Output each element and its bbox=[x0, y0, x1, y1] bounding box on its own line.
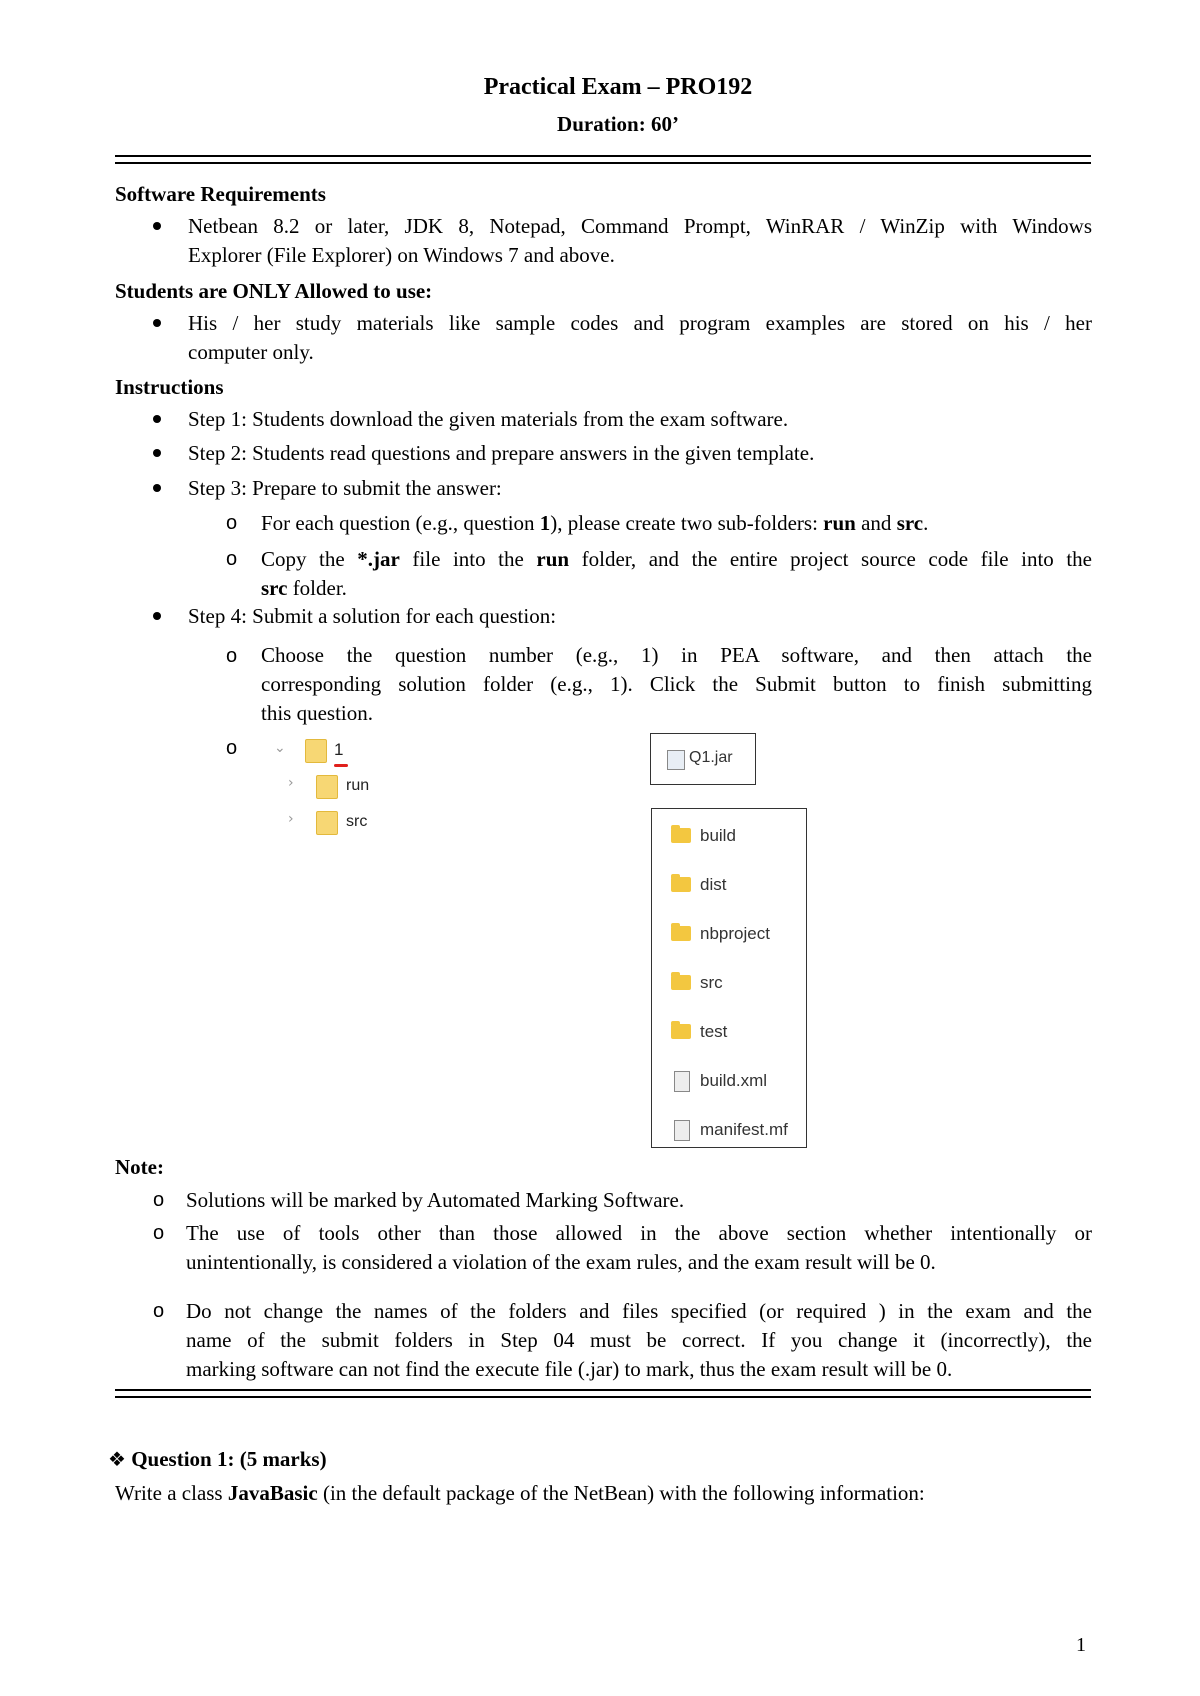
bullet-dot bbox=[153, 449, 161, 457]
bullet-dot bbox=[153, 415, 161, 423]
allowed-item: His / her study materials like sample codes and program examples are stored on his / her computer only. bbox=[188, 311, 1092, 364]
folder-icon bbox=[305, 739, 327, 763]
folder-icon bbox=[671, 975, 691, 990]
project-item-dist: dist bbox=[700, 875, 727, 894]
step-4a: Choose the question number (e.g., 1) in PEA software, and then attach the corresponding solution folder (e.g., 1). Click the Submit button to finish submitting this question. bbox=[261, 643, 1092, 725]
sub-bullet: o bbox=[153, 1222, 165, 1244]
tree-root-label: 1 bbox=[334, 740, 344, 759]
top-double-rule bbox=[115, 155, 1091, 164]
sub-bullet: o bbox=[226, 512, 238, 534]
chevron-right-icon: › bbox=[288, 775, 294, 791]
tree-child-src: src bbox=[346, 813, 368, 830]
step-2: Step 2: Students read questions and prepare answers in the given template. bbox=[188, 441, 815, 465]
bullet-dot bbox=[153, 484, 161, 492]
software-heading: Software Requirements bbox=[115, 182, 326, 206]
diamond-icon: ❖ bbox=[108, 1447, 126, 1471]
bullet-dot bbox=[153, 319, 161, 327]
project-item-build-xml: build.xml bbox=[700, 1071, 768, 1090]
folder-icon bbox=[671, 926, 691, 941]
project-item-nbproject: nbproject bbox=[700, 924, 770, 943]
tree-child-run: run bbox=[346, 777, 370, 794]
chevron-down-icon: ⌄ bbox=[274, 740, 286, 756]
sub-bullet: o bbox=[226, 645, 238, 667]
step-3b: Copy the *.jar file into the run folder, and the entire project source code file into the src folder. bbox=[261, 547, 1093, 600]
sub-bullet: o bbox=[226, 548, 238, 570]
question-1-text: Write a class JavaBasic (in the default package of the NetBean) with the following information: bbox=[115, 1481, 925, 1505]
exam-title: Practical Exam – PRO192 bbox=[483, 74, 753, 100]
step-1: Step 1: Students download the given materials from the exam software. bbox=[188, 407, 789, 431]
file-icon bbox=[674, 1071, 690, 1092]
note-heading: Note: bbox=[115, 1155, 164, 1179]
file-icon bbox=[674, 1120, 690, 1141]
step-3a: For each question (e.g., question 1), please create two sub-folders: run and src. bbox=[261, 511, 929, 535]
question-1-heading: ❖ Question 1: (5 marks) bbox=[108, 1447, 327, 1471]
sub-bullet: o bbox=[153, 1300, 165, 1322]
software-item: Netbean 8.2 or later, JDK 8, Notepad, Command Prompt, WinRAR / WinZip with Windows Explorer (File Explorer) on Windows 7 and above. bbox=[188, 214, 1092, 267]
project-item-build: build bbox=[700, 826, 736, 845]
allowed-heading: Students are ONLY Allowed to use: bbox=[115, 279, 433, 303]
spell-underline bbox=[334, 764, 348, 767]
folder-icon bbox=[671, 1024, 691, 1039]
bullet-dot bbox=[153, 222, 161, 230]
step-4: Step 4: Submit a solution for each question: bbox=[188, 604, 557, 628]
folder-icon bbox=[671, 877, 691, 892]
src-folder-contents bbox=[651, 808, 807, 1148]
project-item-manifest: manifest.mf bbox=[700, 1120, 788, 1139]
project-item-test: test bbox=[700, 1022, 728, 1041]
bullet-dot bbox=[153, 612, 161, 620]
step-3: Step 3: Prepare to submit the answer: bbox=[188, 476, 502, 500]
note-2: The use of tools other than those allowed in the above section whether intentionally or unintentionally, is considered a violation of the exam rules, and the exam result will be 0. bbox=[186, 1221, 1092, 1274]
note-3: Do not change the names of the folders and files specified (or required ) in the exam and the name of the submit folders in Step 04 must be correct. If you change it (incorrectly), the marking software can not find the execute file (.jar) to mark, thus the exam result will be 0. bbox=[186, 1299, 1092, 1381]
jar-file-icon bbox=[667, 750, 685, 770]
page-number: 1 bbox=[1076, 1634, 1086, 1656]
folder-icon bbox=[316, 775, 338, 799]
sub-bullet: o bbox=[153, 1189, 165, 1211]
bottom-double-rule bbox=[115, 1389, 1091, 1398]
folder-icon bbox=[316, 811, 338, 835]
exam-duration: Duration: 60’ bbox=[557, 112, 679, 136]
jar-file-name: Q1.jar bbox=[689, 749, 733, 766]
sub-bullet: o bbox=[226, 737, 238, 759]
folder-icon bbox=[671, 828, 691, 843]
project-item-src: src bbox=[700, 973, 723, 992]
instructions-heading: Instructions bbox=[115, 375, 224, 399]
run-folder-contents bbox=[650, 733, 756, 785]
chevron-right-icon: › bbox=[288, 811, 294, 827]
note-1: Solutions will be marked by Automated Marking Software. bbox=[186, 1188, 685, 1212]
